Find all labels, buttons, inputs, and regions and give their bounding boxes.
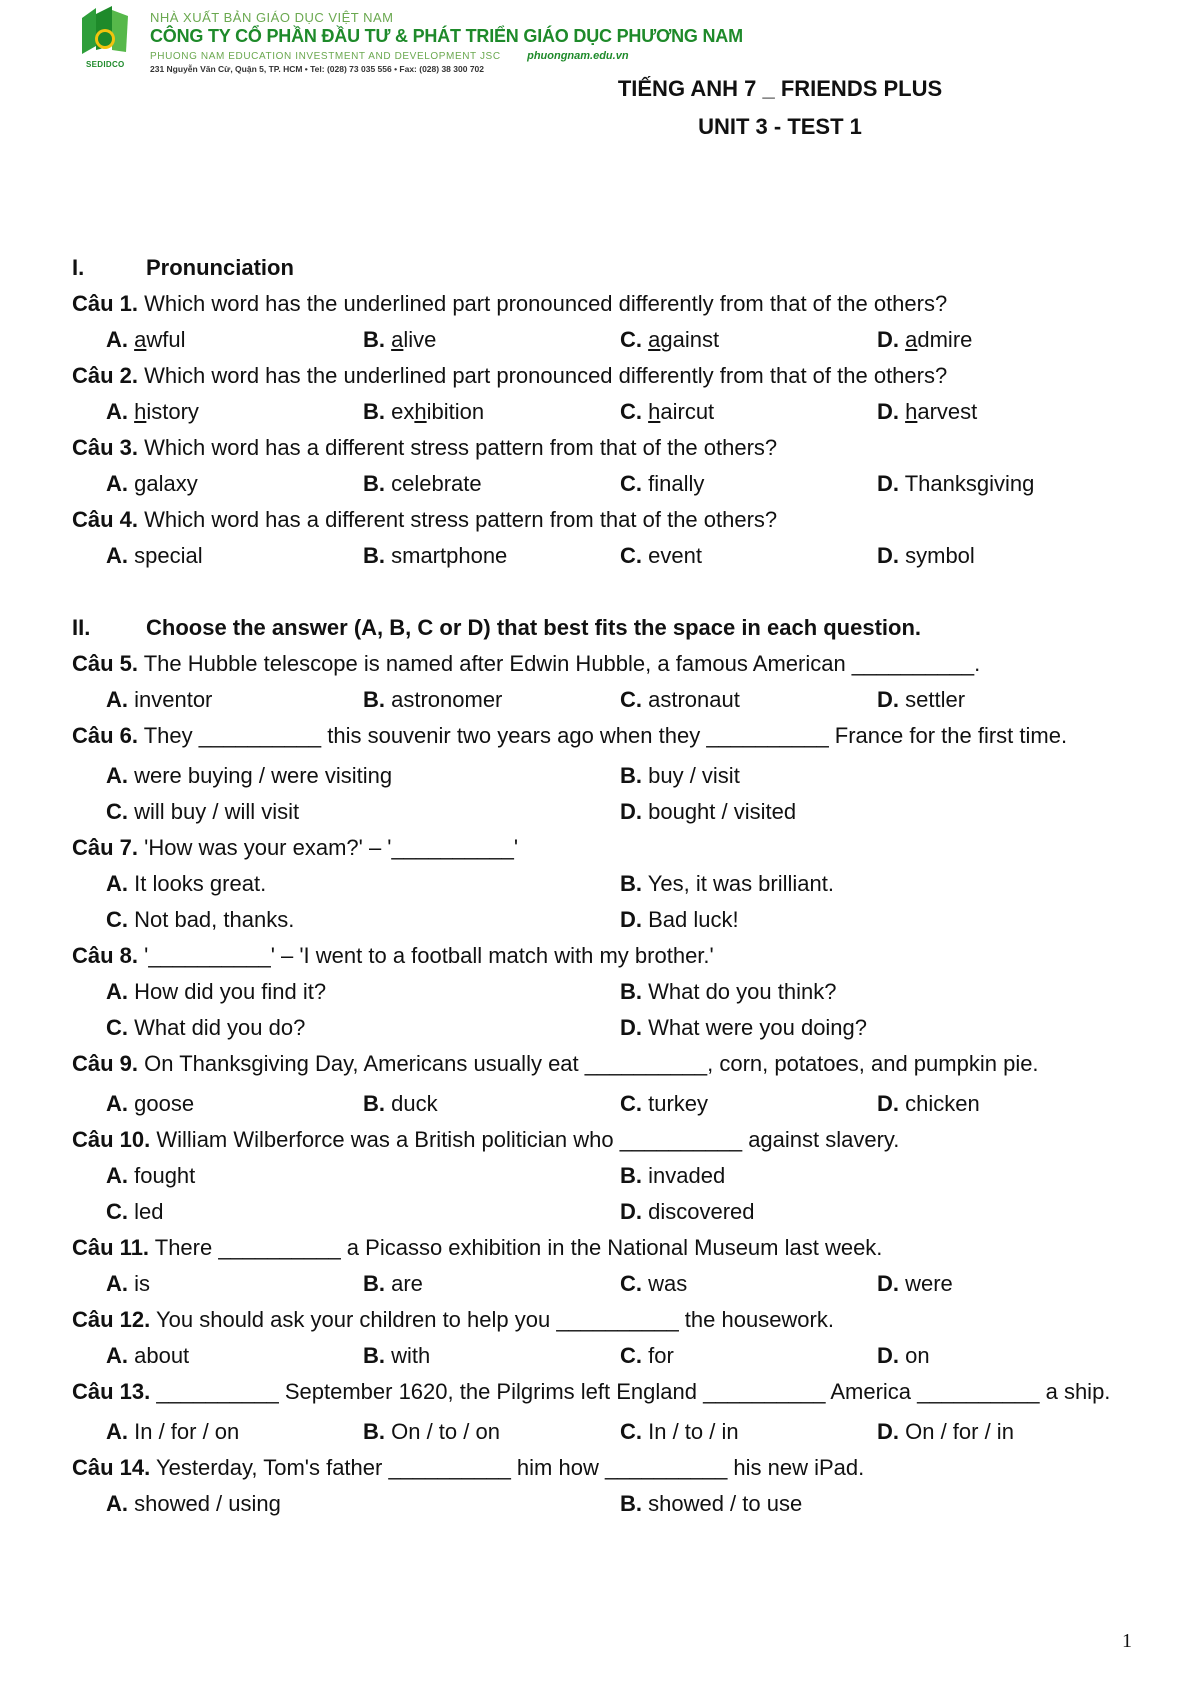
option-b[interactable]: B. with (363, 1343, 431, 1368)
option-d[interactable]: D. were (877, 1271, 953, 1296)
answer-options (72, 902, 1134, 938)
question-label: Câu 12. (72, 1307, 151, 1332)
question-label: Câu 7. (72, 835, 139, 860)
question-label: Câu 9. (72, 1051, 139, 1076)
question-6 (72, 718, 1134, 758)
option-a[interactable]: A. awful (106, 327, 186, 352)
option-d[interactable]: D. harvest (877, 399, 978, 424)
question-1 (72, 286, 1134, 322)
option-d[interactable]: D. settler (877, 687, 966, 712)
section-title: Pronunciation (146, 255, 294, 280)
option-c[interactable]: C. will buy / will visit (106, 799, 300, 824)
option-b[interactable]: B. astronomer (363, 687, 503, 712)
option-c[interactable]: C. astronaut (620, 687, 740, 712)
option-c[interactable]: C. turkey (620, 1091, 709, 1116)
option-b[interactable]: B. showed / to use (620, 1491, 803, 1516)
page-number: 1 (1122, 1630, 1132, 1652)
question-text: Which word has the underlined part pronounced differently from that of the others? (138, 363, 948, 388)
option-a[interactable]: A. history (106, 399, 199, 424)
option-c[interactable]: C. against (620, 327, 720, 352)
question-4 (72, 502, 1134, 538)
answer-options (72, 682, 1134, 718)
answer-options (72, 538, 1134, 574)
option-a[interactable]: A. galaxy (106, 471, 198, 496)
question-label: Câu 14. (72, 1455, 151, 1480)
question-text: Which word has the underlined part pronounced differently from that of the others? (138, 291, 948, 316)
question-8 (72, 938, 1134, 974)
company-website-link[interactable]: phuongnam.edu.vn (527, 50, 629, 62)
option-c[interactable]: C. Not bad, thanks. (106, 907, 295, 932)
question-text: __________ September 1620, the Pilgrims left England __________ America __________ a ship. (150, 1379, 1111, 1404)
option-a[interactable]: A. goose (106, 1091, 195, 1116)
option-b[interactable]: B. buy / visit (620, 763, 740, 788)
test-subtitle: UNIT 3 - TEST 1 (698, 114, 862, 139)
section-spacer (72, 574, 1134, 610)
question-9 (72, 1046, 1134, 1086)
question-text: The Hubble telescope is named after Edwin Hubble, a famous American __________. (138, 651, 981, 676)
answer-options (72, 322, 1134, 358)
question-12 (72, 1302, 1134, 1338)
question-text: On Thanksgiving Day, Americans usually eat __________, corn, potatoes, and pumpkin pie. (138, 1051, 1039, 1076)
option-c[interactable]: C. for (620, 1343, 674, 1368)
option-d[interactable]: D. On / for / in (877, 1419, 1014, 1444)
question-5 (72, 646, 1134, 682)
test-content (72, 250, 1134, 1522)
option-a[interactable]: A. inventor (106, 687, 213, 712)
answer-options (72, 1266, 1134, 1302)
question-7 (72, 830, 1134, 866)
option-c[interactable]: C. finally (620, 471, 705, 496)
option-d[interactable]: D. discovered (620, 1199, 755, 1224)
option-b[interactable]: B. What do you think? (620, 979, 837, 1004)
option-c[interactable]: C. What did you do? (106, 1015, 306, 1040)
answer-options (72, 974, 1134, 1010)
test-title: TIẾNG ANH 7 _ FRIENDS PLUS (617, 76, 943, 101)
answer-options (72, 866, 1134, 902)
option-d[interactable]: D. Thanksgiving (877, 471, 1035, 496)
question-label: Câu 2. (72, 363, 139, 388)
option-d[interactable]: D. admire (877, 327, 973, 352)
option-a[interactable]: A. special (106, 543, 203, 568)
question-text: You should ask your children to help you __________ the housework. (150, 1307, 834, 1332)
question-label: Câu 5. (72, 651, 139, 676)
option-c[interactable]: C. haircut (620, 399, 715, 424)
option-d[interactable]: D. chicken (877, 1091, 980, 1116)
option-c[interactable]: C. was (620, 1271, 688, 1296)
option-b[interactable]: B. On / to / on (363, 1419, 500, 1444)
question-2 (72, 358, 1134, 394)
option-a[interactable]: A. How did you find it? (106, 979, 327, 1004)
question-label: Câu 13. (72, 1379, 151, 1404)
option-d[interactable]: D. on (877, 1343, 930, 1368)
option-a[interactable]: A. about (106, 1343, 190, 1368)
answer-options (72, 1158, 1134, 1194)
answer-options (72, 1486, 1134, 1522)
question-13 (72, 1374, 1134, 1414)
question-text: Which word has a different stress pattern from that of the others? (138, 507, 778, 532)
question-14 (72, 1450, 1134, 1486)
option-a[interactable]: A. It looks great. (106, 871, 267, 896)
option-a[interactable]: A. were buying / were visiting (106, 763, 393, 788)
answer-options (72, 794, 1134, 830)
option-c[interactable]: C. event (620, 543, 702, 568)
answer-options (72, 1086, 1134, 1122)
answer-options (72, 1194, 1134, 1230)
option-c[interactable]: C. led (106, 1199, 164, 1224)
question-3 (72, 430, 1134, 466)
section-number: I. (72, 255, 85, 280)
answer-options (72, 1414, 1134, 1450)
company-name: CÔNG TY CỔ PHẦN ĐẦU TƯ & PHÁT TRIỂN GIÁO DỤC PHƯƠNG NAM (150, 26, 743, 46)
option-b[interactable]: B. alive (363, 327, 437, 352)
question-text: William Wilberforce was a British politician who __________ against slavery. (150, 1127, 900, 1152)
logo-label: SEDIDCO (86, 60, 125, 69)
company-name-english: PHUONG NAM EDUCATION INVESTMENT AND DEVELOPMENT JSC (150, 51, 501, 62)
option-b[interactable]: B. exhibition (363, 399, 485, 424)
option-d[interactable]: D. What were you doing? (620, 1015, 868, 1040)
option-a[interactable]: A. is (106, 1271, 150, 1296)
section-heading (72, 250, 1134, 286)
section-title: Choose the answer (A, B, C or D) that best fits the space in each question. (146, 615, 922, 640)
question-label: Câu 3. (72, 435, 139, 460)
question-label: Câu 10. (72, 1127, 151, 1152)
publisher-header (78, 6, 778, 72)
company-address: 231 Nguyễn Văn Cừ, Quận 5, TP. HCM • Tel: (028) 73 035 556 • Fax: (028) 38 300 702 (150, 64, 484, 74)
question-text: Which word has a different stress pattern from that of the others? (138, 435, 778, 460)
option-b[interactable]: B. duck (363, 1091, 438, 1116)
question-label: Câu 6. (72, 723, 139, 748)
answer-options (72, 1010, 1134, 1046)
question-label: Câu 4. (72, 507, 139, 532)
question-text: Yesterday, Tom's father __________ him how __________ his new iPad. (150, 1455, 865, 1480)
option-a[interactable]: A. showed / using (106, 1491, 281, 1516)
option-d[interactable]: D. bought / visited (620, 799, 797, 824)
option-b[interactable]: B. Yes, it was brilliant. (620, 871, 834, 896)
option-b[interactable]: B. smartphone (363, 543, 508, 568)
question-11 (72, 1230, 1134, 1266)
option-b[interactable]: B. celebrate (363, 471, 482, 496)
question-text: '__________' – 'I went to a football match with my brother.' (138, 943, 714, 968)
question-label: Câu 1. (72, 291, 139, 316)
answer-options (72, 758, 1134, 794)
section-heading (72, 610, 1134, 646)
question-10 (72, 1122, 1134, 1158)
section-number: II. (72, 615, 91, 640)
question-text: There __________ a Picasso exhibition in the National Museum last week. (149, 1235, 883, 1260)
answer-options (72, 466, 1134, 502)
option-d[interactable]: D. symbol (877, 543, 975, 568)
option-c[interactable]: C. In / to / in (620, 1419, 739, 1444)
question-text: They __________ this souvenir two years ago when they __________ France for the first time. (138, 723, 1068, 748)
publisher-name: NHÀ XUẤT BẢN GIÁO DỤC VIỆT NAM (150, 10, 394, 25)
answer-options (72, 1338, 1134, 1374)
question-label: Câu 8. (72, 943, 139, 968)
option-a[interactable]: A. fought (106, 1163, 196, 1188)
option-d[interactable]: D. Bad luck! (620, 907, 739, 932)
answer-options (72, 394, 1134, 430)
option-b[interactable]: B. are (363, 1271, 423, 1296)
question-text: 'How was your exam?' – '__________' (138, 835, 519, 860)
option-a[interactable]: A. In / for / on (106, 1419, 240, 1444)
option-b[interactable]: B. invaded (620, 1163, 726, 1188)
question-label: Câu 11. (72, 1235, 150, 1260)
